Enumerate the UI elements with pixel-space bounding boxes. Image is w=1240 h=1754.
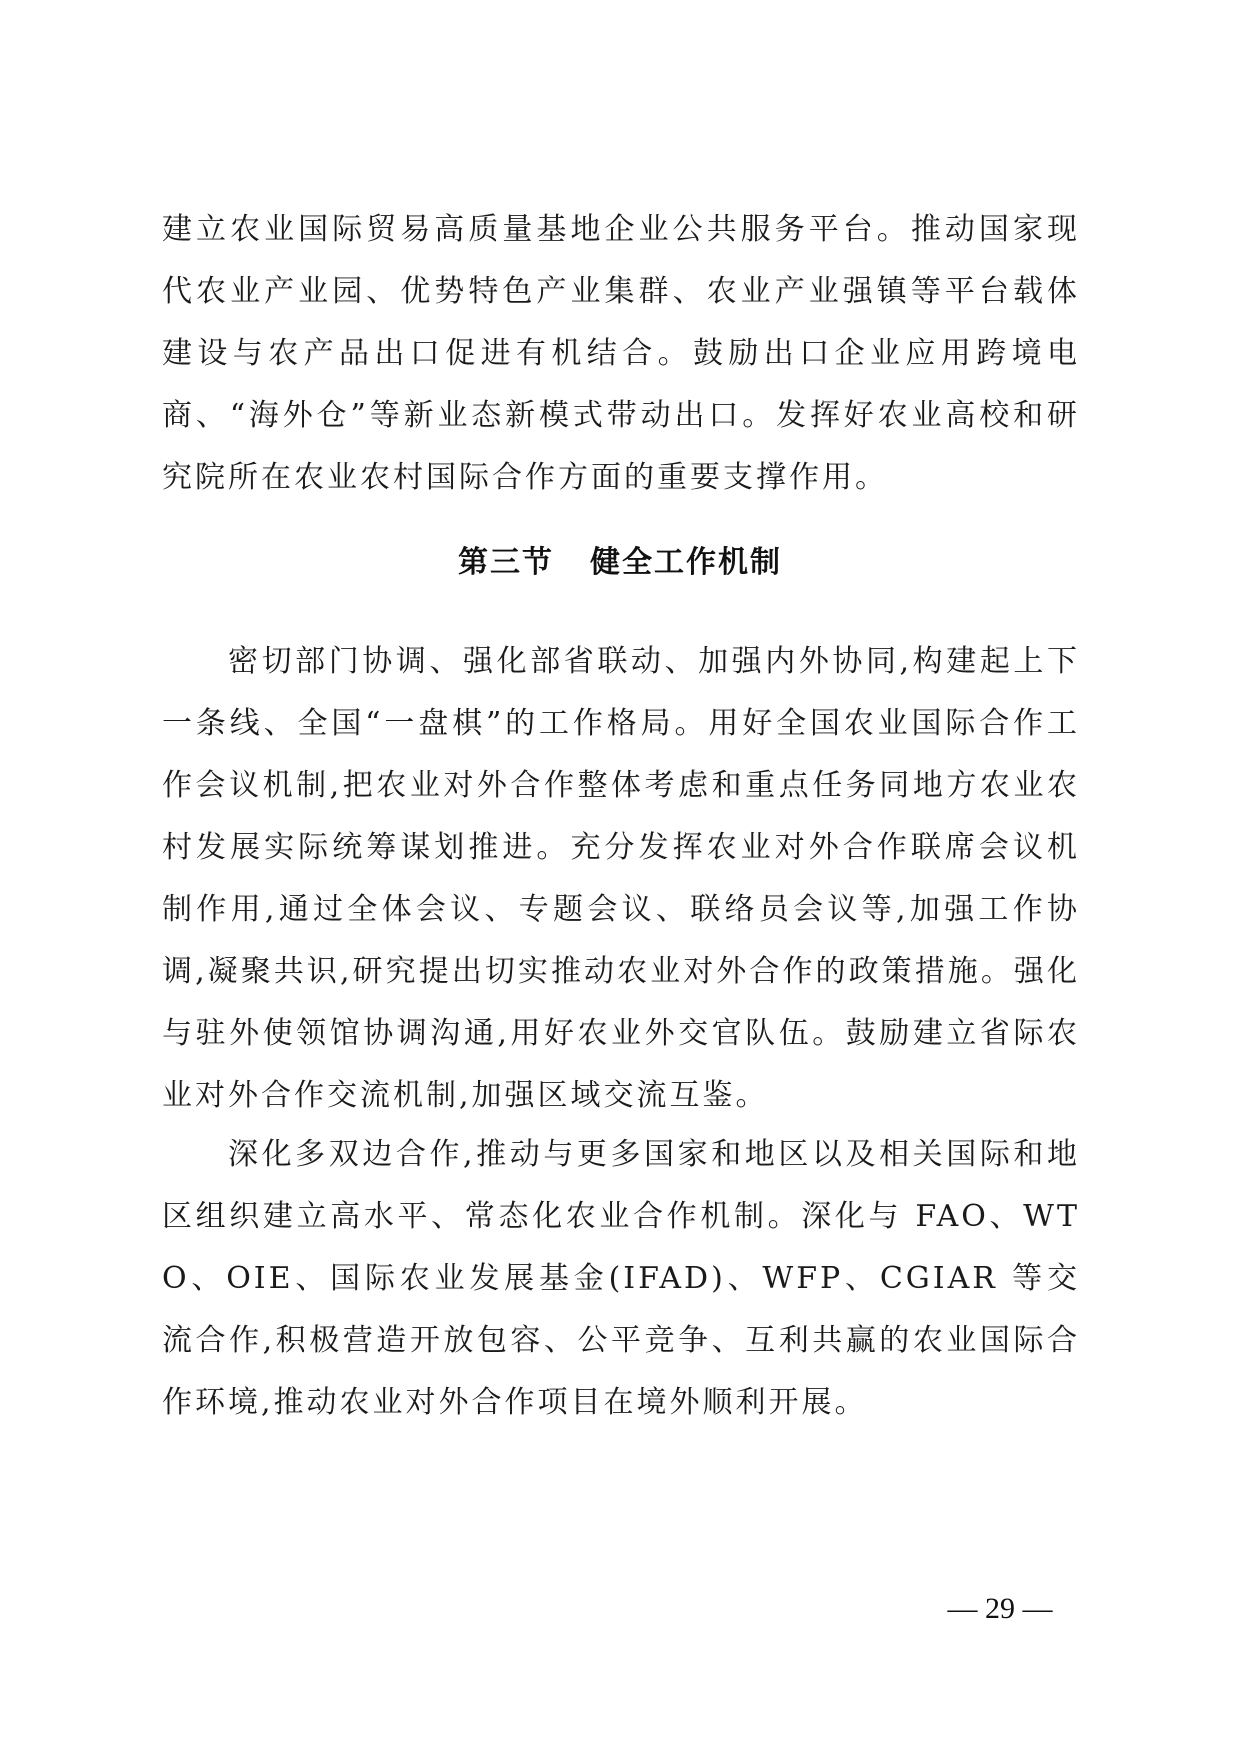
section-number: 第三节 [458,545,554,580]
page-number: — 29 — [947,1592,1053,1625]
intro-paragraph: 建立农业国际贸易高质量基地企业公共服务平台。推动国家现代农业产业园、优势特色产业集群、农业产业强镇等平台载体建设与农产品出口促进有机结合。鼓励出口企业应用跨境电商、“海外仓”等新业态新模式带动出口。发挥好农业高校和研究院所在农业农村国际合作方面的重要支撑作用。 [162,212,1080,495]
section-paragraph-2: 深化多双边合作,推动与更多国家和地区以及相关国际和地区组织建立高水平、常态化农业合作机制。深化与 FAO、WTO、OIE、国际农业发展基金(IFAD)、WFP、CGIAR 等交流合作,积极营造开放包容、公平竞争、互利共赢的农业国际合作环境,推动农业对外合作项目在境外顺利开展。 [162,1137,1080,1420]
section-title: 健全工作机制 [590,545,782,580]
section-heading [0,537,1240,581]
section-paragraph-1: 密切部门协调、强化部省联动、加强内外协同,构建起上下一条线、全国“一盘棋”的工作格局。用好全国农业国际合作工作会议机制,把农业对外合作整体考虑和重点任务同地方农业农村发展实际统筹谋划推进。充分发挥农业对外合作联席会议机制作用,通过全体会议、专题会议、联络员会议等,加强工作协调,凝聚共识,研究提出切实推动农业对外合作的政策措施。强化与驻外使领馆协调沟通,用好农业外交官队伍。鼓励建立省际农业对外合作交流机制,加强区域交流互鉴。 [162,644,1080,1113]
